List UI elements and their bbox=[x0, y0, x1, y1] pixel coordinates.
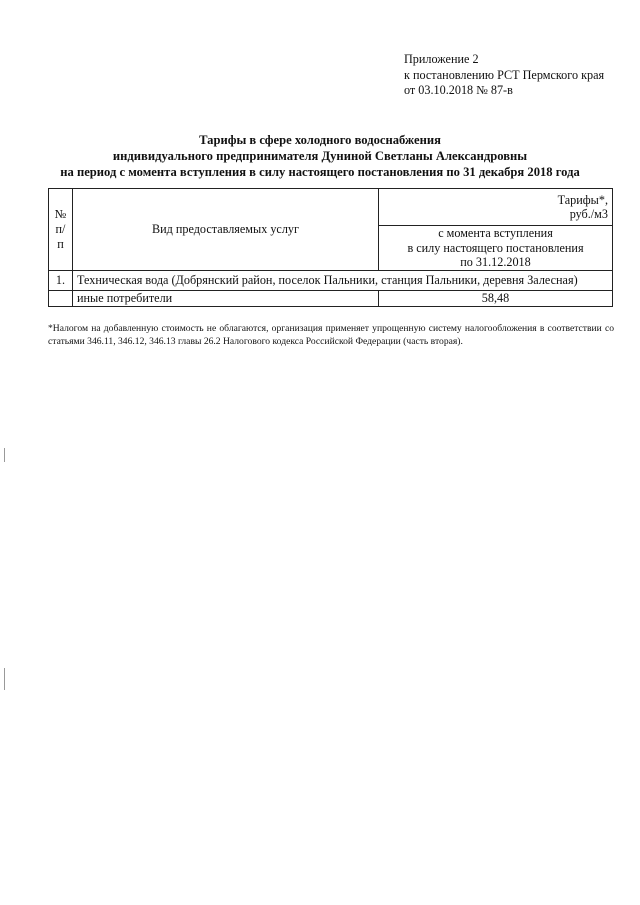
header-period bbox=[379, 226, 613, 271]
title-line-2: индивидуального предпринимателя Дуниной Светланы Александровны bbox=[112, 149, 528, 163]
header-number-abbr: п/п bbox=[55, 222, 66, 251]
row-service: Техническая вода (Добрянский район, поселок Пальники, станция Пальники, деревня Залесная) bbox=[73, 271, 613, 291]
appendix-number: Приложение 2 bbox=[404, 52, 479, 66]
tariff-table bbox=[48, 188, 613, 307]
header-number bbox=[49, 189, 73, 271]
header-service: Вид предоставляемых услуг bbox=[73, 189, 379, 271]
header-tariff-label: Тарифы*, bbox=[557, 192, 608, 207]
header-tariff bbox=[379, 189, 613, 226]
row-service: иные потребители bbox=[73, 290, 379, 306]
table-row bbox=[49, 271, 613, 291]
appendix-resolution: к постановлению РСТ Пермского края bbox=[404, 67, 605, 82]
appendix-reference bbox=[404, 52, 604, 99]
scan-edge-mark bbox=[4, 448, 5, 462]
row-tariff-value: 58,48 bbox=[379, 290, 613, 306]
header-number-sign: № bbox=[54, 207, 67, 221]
header-period-line-1: с момента вступления bbox=[438, 226, 553, 241]
table-header-row bbox=[49, 189, 613, 226]
row-number bbox=[49, 290, 73, 306]
header-period-line-3: по 31.12.2018 bbox=[460, 255, 531, 270]
title-line-3: на период с момента вступления в силу настоящего постановления по 31 декабря 2018 года bbox=[60, 165, 580, 179]
row-number: 1. bbox=[49, 271, 73, 291]
header-tariff-unit: руб./м3 bbox=[569, 207, 608, 221]
header-period-line-2: в силу настоящего постановления bbox=[407, 240, 584, 255]
table-row bbox=[49, 290, 613, 306]
appendix-date: от 03.10.2018 № 87-в bbox=[404, 83, 513, 97]
footnote: *Налогом на добавленную стоимость не облагаются, организация применяет упрощенную систему налогообложения в соответствии со статьями 346.11, 346.12, 346.13 главы 26.2 Налогового кодекса Российской Федерации (часть вторая). bbox=[48, 323, 614, 347]
title-line-1: Тарифы в сфере холодного водоснабжения bbox=[199, 133, 441, 147]
document-title bbox=[20, 132, 620, 180]
scan-edge-mark bbox=[4, 668, 5, 690]
